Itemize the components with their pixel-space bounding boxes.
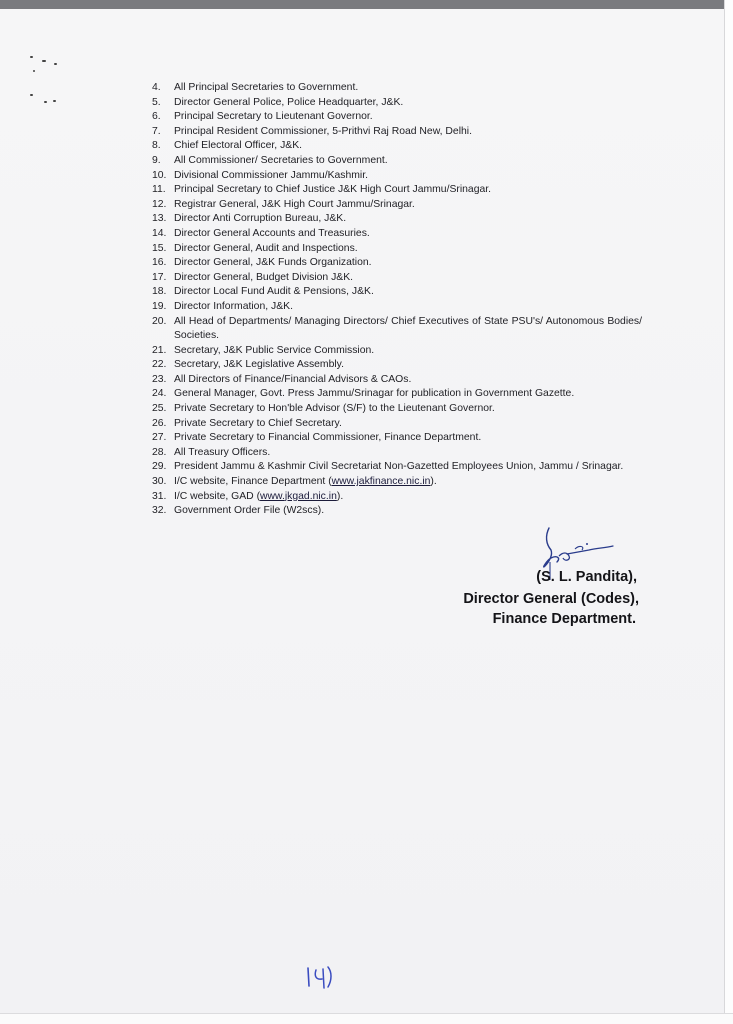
item-number: 4.: [152, 82, 161, 93]
item-text: General Manager, Govt. Press Jammu/Srinagar for publication in Government Gazette.: [174, 388, 575, 400]
list-item: [152, 198, 642, 213]
list-item: [152, 358, 642, 373]
item-number: 28.: [152, 446, 167, 458]
item-text: President Jammu & Kashmir Civil Secretariat Non-Gazetted Employees Union, Jammu / Srinagar.: [174, 461, 624, 473]
item-number: 22.: [152, 359, 167, 371]
item-number: 5.: [152, 96, 161, 108]
list-item: [152, 212, 642, 227]
scan-speck: [33, 70, 35, 72]
signatory-designation: Director General (Codes),: [463, 591, 639, 607]
item-number: 11.: [152, 184, 166, 196]
item-number: 6.: [152, 111, 161, 123]
item-text: Private Secretary to Hon'ble Advisor (S/F) to the Lieutenant Governor.: [174, 403, 495, 415]
item-text: Director General, Budget Division J&K.: [174, 271, 354, 283]
list-item: [152, 387, 642, 402]
signatory-department: Finance Department.: [492, 611, 636, 627]
list-item: [152, 110, 642, 125]
item-number: 26.: [152, 417, 167, 429]
item-text: Director General, J&K Funds Organization.: [174, 257, 372, 269]
item-number: 12.: [152, 198, 167, 210]
item-number: 29.: [152, 461, 167, 473]
list-item: [152, 431, 642, 446]
scan-bottom-edge: [0, 1013, 733, 1024]
handwritten-page-number: [298, 962, 338, 992]
item-number: 14.: [152, 227, 167, 239]
list-item: [152, 402, 642, 417]
item-number: 8.: [152, 140, 161, 152]
item-text: Director Information, J&K.: [174, 300, 293, 312]
item-number: 20.: [152, 315, 167, 327]
item-number: 7.: [152, 125, 161, 137]
item-text: Government Order File (W2scs).: [174, 505, 325, 517]
item-text: Secretary, J&K Legislative Assembly.: [174, 359, 344, 371]
item-text: Secretary, J&K Public Service Commission.: [174, 344, 375, 356]
item-text: All Commissioner/ Secretaries to Government.: [174, 154, 388, 166]
list-item: [152, 490, 642, 505]
list-item: [152, 169, 642, 184]
item-text-suffix: ).: [336, 490, 344, 502]
item-text: Director General, Audit and Inspections.: [174, 242, 358, 254]
item-text: [174, 490, 642, 505]
item-text: Registrar General, J&K High Court Jammu/Srinagar.: [174, 198, 415, 210]
list-item: [152, 373, 642, 388]
scan-speck: [53, 100, 56, 102]
item-text: All Head of Departments/ Managing Directors/ Chief Executives of State PSU's/ Autonomous Bodies/ Societies.: [174, 315, 642, 342]
item-number: 24.: [152, 388, 167, 400]
item-number: 17.: [152, 271, 167, 283]
item-text: Divisional Commissioner Jammu/Kashmir.: [174, 169, 369, 181]
list-item: [152, 315, 642, 344]
signatory-name: (S. L. Pandita),: [536, 569, 637, 585]
distribution-list: [152, 81, 642, 519]
item-number: 9.: [152, 154, 161, 166]
list-item: [152, 300, 642, 315]
item-text: Principal Secretary to Chief Justice J&K High Court Jammu/Srinagar.: [174, 184, 492, 196]
item-number: 25.: [152, 403, 167, 415]
item-text: Principal Resident Commissioner, 5-Prithvi Raj Road New, Delhi.: [174, 125, 472, 137]
list-item: [152, 504, 642, 519]
item-number: 21.: [152, 344, 167, 356]
list-item: [152, 417, 642, 432]
item-number: 31.: [152, 490, 167, 502]
item-text-prefix: I/C website, Finance Department (: [174, 476, 332, 488]
list-item: [152, 344, 642, 359]
item-number: 10.: [152, 169, 167, 181]
item-text: Chief Electoral Officer, J&K.: [174, 140, 303, 152]
list-item: [152, 285, 642, 300]
item-number: 16.: [152, 257, 167, 269]
gad-website-link[interactable]: www.jkgad.nic.in: [260, 490, 337, 502]
list-item: [152, 81, 642, 96]
item-number: 32.: [152, 505, 167, 517]
item-text: Director Local Fund Audit & Pensions, J&K.: [174, 286, 374, 298]
item-text: All Principal Secretaries to Government.: [174, 82, 359, 93]
scan-speck: [44, 101, 47, 103]
scan-speck: [30, 56, 33, 58]
item-number: 27.: [152, 432, 167, 444]
list-item: [152, 271, 642, 286]
list-item: [152, 154, 642, 169]
scan-speck: [42, 60, 46, 62]
item-number: 15.: [152, 242, 167, 254]
scan-top-edge: [0, 0, 733, 9]
item-text: Director General Police, Police Headquarter, J&K.: [174, 96, 404, 108]
list-item: [152, 446, 642, 461]
scan-right-edge: [724, 0, 733, 1024]
list-item: [152, 460, 642, 475]
list-item: [152, 227, 642, 242]
item-text: Principal Secretary to Lieutenant Governor.: [174, 111, 373, 123]
item-text: All Directors of Finance/Financial Advisors & CAOs.: [174, 373, 412, 385]
item-text: [174, 475, 642, 490]
item-number: 30.: [152, 476, 167, 488]
list-item: [152, 139, 642, 154]
item-text-prefix: I/C website, GAD (: [174, 490, 261, 502]
item-number: 19.: [152, 300, 167, 312]
item-number: 23.: [152, 373, 167, 385]
item-text: All Treasury Officers.: [174, 446, 271, 458]
item-text: Director General Accounts and Treasuries.: [174, 227, 370, 239]
item-text-suffix: ).: [430, 476, 437, 488]
item-text: Private Secretary to Financial Commissioner, Finance Department.: [174, 432, 482, 444]
item-number: 13.: [152, 213, 167, 225]
list-item: [152, 475, 642, 490]
list-item: [152, 125, 642, 140]
finance-website-link[interactable]: www.jakfinance.nic.in: [331, 476, 431, 488]
list-item: [152, 183, 642, 198]
scan-speck: [30, 94, 33, 96]
item-text: Private Secretary to Chief Secretary.: [174, 417, 342, 429]
item-number: 18.: [152, 286, 167, 298]
list-item: [152, 96, 642, 111]
list-item: [152, 242, 642, 257]
list-item: [152, 256, 642, 271]
item-text: Director Anti Corruption Bureau, J&K.: [174, 213, 347, 225]
scan-speck: [54, 63, 57, 65]
